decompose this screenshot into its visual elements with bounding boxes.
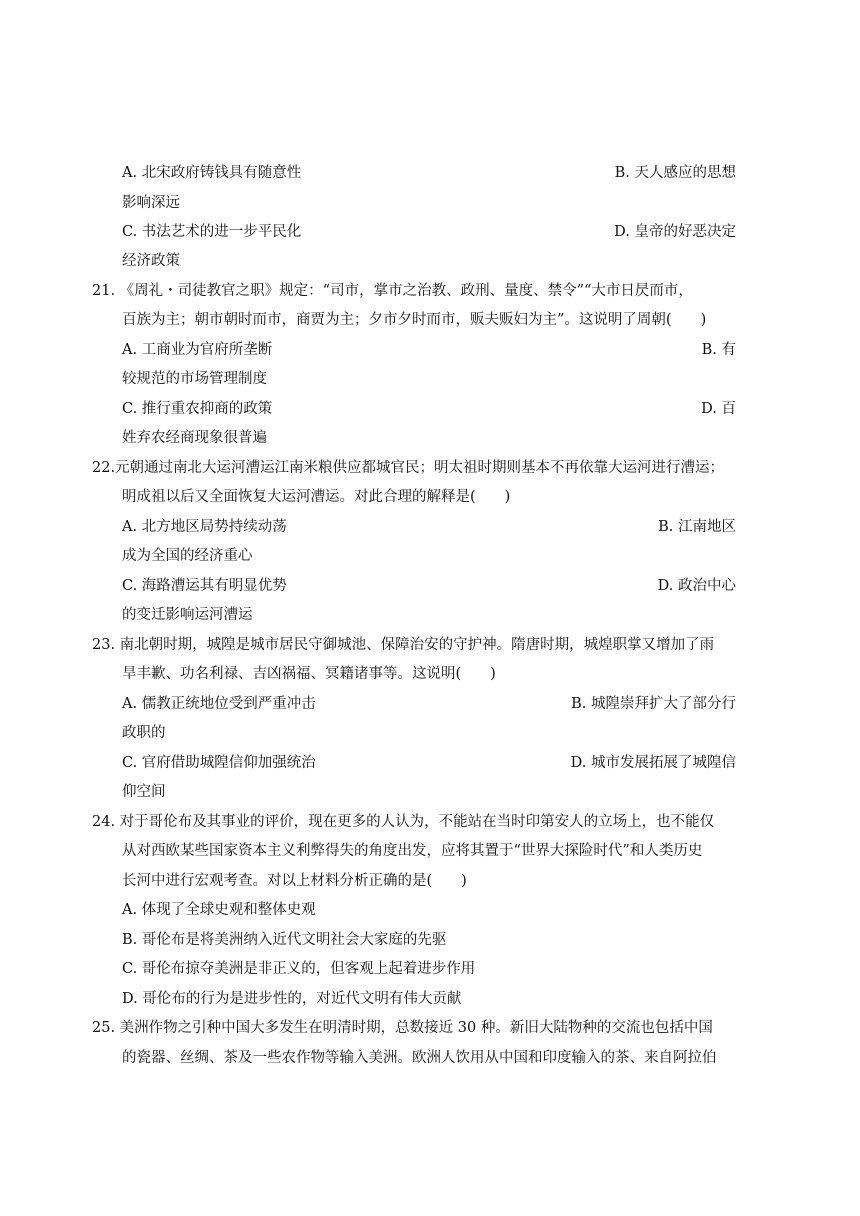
q25-stem-line-2: 的瓷器、丝绸、茶及一些农作物等输入美洲。欧洲人饮用从中国和印度输入的茶、来自阿拉伯 xyxy=(122,1050,717,1066)
q24-stem-line-2: 从对西欧某些国家资本主义利弊得失的角度出发，应将其置于“世界大探险时代”和人类历史 xyxy=(122,843,703,859)
q23-stem-line-2: 旱丰歉、功名利禄、吉凶祸福、冥籍诸事等。这说明( ) xyxy=(122,666,496,682)
q23-option-b: B. 城隍崇拜扩大了部分行 xyxy=(571,696,736,712)
q22-option-c: C. 海路漕运其有明显优势 xyxy=(122,578,287,594)
q20-option-c: C. 书法艺术的进一步平民化 xyxy=(122,224,302,240)
q20-option-b: B. 天人感应的思想 xyxy=(614,165,736,181)
q21-option-a: A. 工商业为官府所垄断 xyxy=(122,342,273,358)
q21-option-b-continued: 较规范的市场管理制度 xyxy=(122,371,267,387)
q22-option-b: B. 江南地区 xyxy=(658,519,736,535)
q24-option-d: D. 哥伦布的行为是进步性的，对近代文明有伟大贡献 xyxy=(122,991,462,1007)
q22-option-d: D. 政治中心 xyxy=(657,578,736,594)
q21-stem-line-1: 21. 《周礼・司徒教官之职》规定：“司市，掌市之治教、政刑、量度、禁令”“大市日昃而市， xyxy=(92,283,693,299)
q22-stem-line-2: 明成祖以后又全面恢复大运河漕运。对此合理的解释是( ) xyxy=(122,489,511,505)
q23-option-d-continued: 仰空间 xyxy=(122,784,166,800)
q24-option-b: B. 哥伦布是将美洲纳入近代文明社会大家庭的先驱 xyxy=(122,932,447,948)
q25-stem-line-1: 25. 美洲作物之引种中国大多发生在明清时期，总数接近 30 种。新旧大陆物种的交流也包括中国 xyxy=(92,1020,713,1036)
q24-stem-line-3: 长河中进行宏观考查。对以上材料分析正确的是( ) xyxy=(122,873,467,889)
q24-stem-line-1: 24. 对于哥伦布及其事业的评价，现在更多的人认为，不能站在当时印第安人的立场上，也不能仅 xyxy=(92,814,715,830)
q23-option-a: A. 儒教正统地位受到严重冲击 xyxy=(122,696,316,712)
q23-stem-line-1: 23. 南北朝时期，城隍是城市居民守御城池、保障治安的守护神。隋唐时期，城煌职掌又增加了雨 xyxy=(92,637,715,653)
q22-stem-line-1: 22.元朝通过南北大运河漕运江南米粮供应都城官民；明太祖时期则基本不再依靠大运河进行漕运； xyxy=(92,460,725,476)
q23-option-b-continued: 政职的 xyxy=(122,725,166,741)
q21-option-d-continued: 姓弃农经商现象很普遍 xyxy=(122,430,267,446)
q23-option-c: C. 官府借助城隍信仰加强统治 xyxy=(122,755,316,771)
q21-option-d: D. 百 xyxy=(701,401,736,417)
q20-option-d: D. 皇帝的好恶决定 xyxy=(614,224,736,240)
q22-option-d-continued: 的变迁影响运河漕运 xyxy=(122,607,253,623)
q22-option-b-continued: 成为全国的经济重心 xyxy=(122,548,253,564)
q21-option-b: B. 有 xyxy=(701,342,736,358)
q20-option-d-continued: 经济政策 xyxy=(122,253,180,269)
q22-option-a: A. 北方地区局势持续动荡 xyxy=(122,519,287,535)
q21-option-c: C. 推行重农抑商的政策 xyxy=(122,401,273,417)
q21-stem-line-2: 百族为主；朝市朝时而市，商贾为主；夕市夕时而市，贩夫贩妇为主”。这说明了周朝( ) xyxy=(122,312,707,328)
q24-option-a: A. 体现了全球史观和整体史观 xyxy=(122,902,316,918)
q20-option-b-continued: 影响深远 xyxy=(122,195,180,211)
q20-option-a: A. 北宋政府铸钱具有随意性 xyxy=(122,165,302,181)
q23-option-d: D. 城市发展拓展了城隍信 xyxy=(570,755,736,771)
q24-option-c: C. 哥伦布掠夺美洲是非正义的，但客观上起着进步作用 xyxy=(122,961,476,977)
